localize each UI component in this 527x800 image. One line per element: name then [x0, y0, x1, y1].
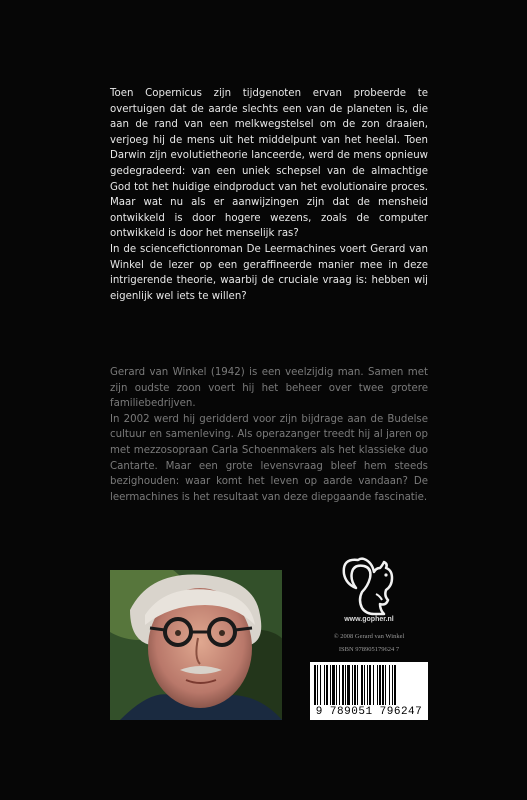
barcode-bar — [369, 665, 371, 705]
barcode-bar — [342, 665, 344, 705]
copyright-notice: © 2008 Gerard van Winkel — [333, 633, 405, 640]
barcode-bar — [324, 665, 325, 705]
barcode-bar — [354, 665, 356, 705]
barcode-bar — [357, 665, 358, 705]
barcode-bar — [347, 665, 350, 705]
barcode-bar — [364, 665, 365, 705]
barcode-bar — [352, 665, 353, 705]
barcode-bar — [373, 665, 374, 705]
barcode-bar — [336, 665, 337, 705]
author-biography — [110, 365, 428, 505]
barcode-bar — [332, 665, 335, 705]
barcode-bar — [379, 665, 381, 705]
bio-paragraph: In 2002 werd hij geridderd voor zijn bijdrage aan de Budelse cultuur en samenleving. Als operazanger treedt hij al jaren op met mezzosopraan Carla Schoenmakers als het klassieke duo Cantarte. Maar een grote levensvraag bleef hem steeds bezighouden: waar komt het leven op aarde vandaan? De leermachines is het resultaat van deze diepgaande fascinatie. — [110, 413, 428, 503]
barcode-bar — [317, 665, 318, 705]
barcode-bars — [314, 665, 424, 705]
barcode-bar — [394, 665, 396, 705]
back-cover-blurb — [110, 86, 428, 304]
blurb-paragraph: In de sciencefictionroman De Leermachines voert Gerard van Winkel de lezer op een geraffineerde manier mee in deze intrigerende theorie, waarbij de cruciale vraag is: hebben wij eigenlijk wel iets te willen? — [110, 243, 428, 302]
barcode-bar — [382, 665, 384, 705]
barcode-bar — [377, 665, 378, 705]
blurb-paragraph: Toen Copernicus zijn tijdgenoten ervan probeerde te overtuigen dat de aarde slechts een van de planeten is, die aan de rand van een melkwegstelsel om de zon draaien, verjoeg hij de mens uit het middelpunt van het heelal. Toen Darwin zijn evolutietheorie lanceerde, werd de mens opnieuw gedegradeerd: van een uniek schepsel van de almachtige God tot het huidige eindproduct van het evolutionaire proces. Maar wat nu als er aanwijzingen zijn dat de mensheid ontwikkeld is door hogere wezens, zoals de computer ontwikkeld is door het menselijk ras? — [110, 88, 428, 240]
isbn-barcode — [310, 662, 428, 720]
barcode-bar — [326, 665, 328, 705]
barcode-bar — [392, 665, 393, 705]
barcode-bar — [314, 665, 316, 705]
barcode-bar — [367, 665, 368, 705]
squirrel-logo-icon — [336, 550, 404, 620]
publisher-url: www.gopher.nl — [344, 616, 394, 623]
bio-paragraph: Gerard van Winkel (1942) is een veelzijdig man. Samen met zijn oudste zoon voert hij het beheer over twee grotere familiebedrijven. — [110, 367, 428, 410]
barcode-number: 9 789051 796247 — [315, 706, 423, 718]
author-photo — [110, 570, 282, 720]
barcode-bar — [361, 665, 363, 705]
barcode-bar — [320, 665, 321, 705]
barcode-bar — [389, 665, 390, 705]
barcode-bar — [330, 665, 331, 705]
barcode-bar — [385, 665, 386, 705]
barcode-bar — [345, 665, 346, 705]
isbn-label: ISBN 978905179624 7 — [338, 646, 400, 653]
barcode-bar — [339, 665, 340, 705]
